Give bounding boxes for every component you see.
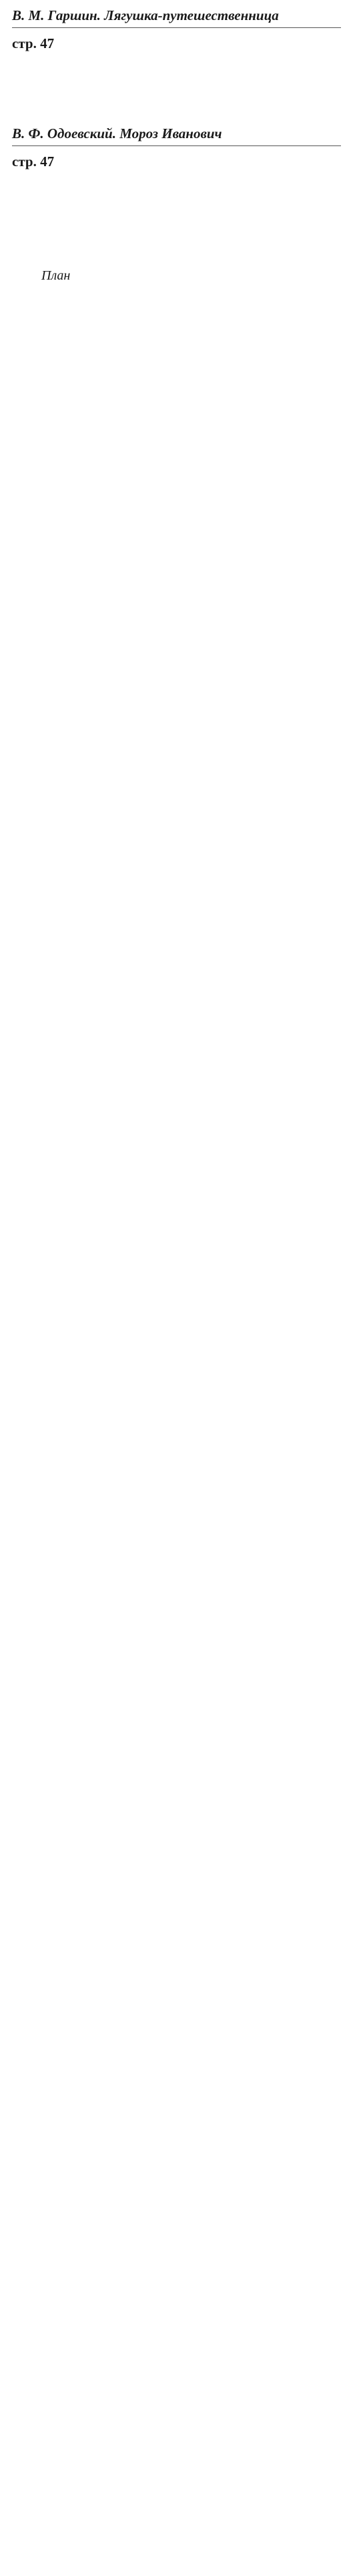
- paragraph: [12, 570, 341, 587]
- paragraph: [12, 211, 341, 228]
- plan-item: [41, 390, 341, 407]
- plan-item: [41, 494, 341, 511]
- paragraph: [12, 176, 341, 194]
- section-title: В. Ф. Одоевский. Мороз Иванович: [12, 125, 341, 146]
- section-garshin: [12, 7, 341, 110]
- page-reference: стр. 47: [12, 35, 55, 51]
- paragraph: [12, 553, 341, 570]
- paragraph: [12, 75, 341, 93]
- section-title: В. М. Гаршин. Лягушка-путешественница: [12, 7, 341, 28]
- paragraph: [12, 93, 341, 110]
- plan-item: [41, 442, 341, 459]
- plan-item: [41, 424, 341, 442]
- paragraph: [12, 246, 341, 263]
- paragraph: [12, 228, 341, 246]
- plan-item: [41, 320, 341, 338]
- paragraph: [12, 58, 341, 75]
- plan-item: [41, 511, 341, 529]
- plan-item: [41, 286, 341, 303]
- section-odoevsky: [12, 125, 341, 587]
- plan-list: [12, 286, 341, 529]
- plan-item: [41, 303, 341, 320]
- paragraph: [12, 535, 341, 553]
- plan-item: [41, 372, 341, 390]
- plan-item: [41, 407, 341, 424]
- plan-item: [41, 459, 341, 476]
- plan-item: [41, 476, 341, 494]
- plan-heading: План: [41, 268, 71, 283]
- paragraph: [12, 194, 341, 211]
- plan-item: [41, 355, 341, 372]
- page-reference: стр. 47: [12, 153, 55, 170]
- plan-item: [41, 338, 341, 355]
